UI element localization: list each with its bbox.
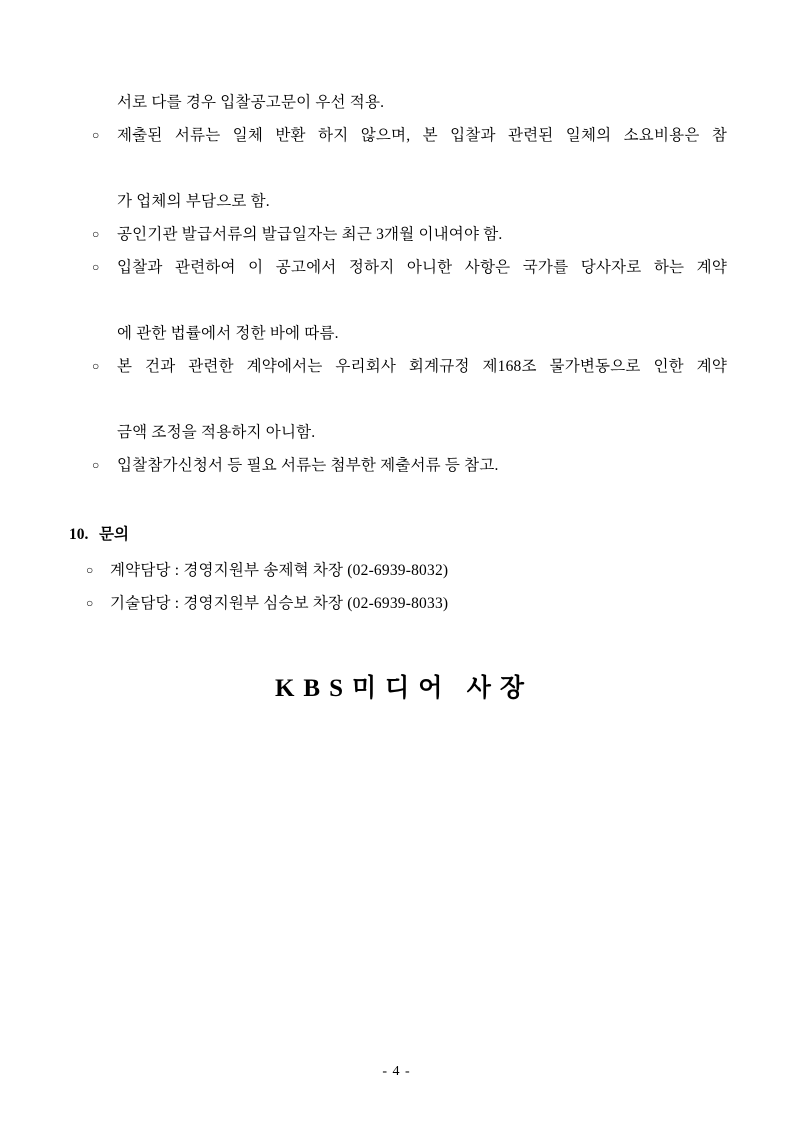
contact-text: 계약담당 : 경영지원부 송제혁 차장 (02-6939-8032) bbox=[110, 562, 449, 579]
continued-paragraph: 서로 다를 경우 입찰공고문이 우선 적용. bbox=[117, 94, 385, 111]
bullet-icon: ○ bbox=[92, 128, 100, 142]
bullet-icon: ○ bbox=[92, 260, 100, 274]
bullet-icon: ○ bbox=[92, 227, 100, 241]
bullet-icon: ○ bbox=[86, 596, 94, 610]
page-number: - 4 - bbox=[382, 1064, 411, 1079]
list-item bbox=[72, 119, 727, 218]
section-number: 10. bbox=[69, 526, 89, 543]
list-item bbox=[72, 449, 727, 482]
signature-line: KBS미디어 사장 bbox=[274, 675, 534, 702]
list-item-line: 금액 조정을 적용하지 아니함. bbox=[117, 424, 316, 441]
contact-text: 기술담당 : 경영지원부 심승보 차장 (02-6939-8033) bbox=[110, 595, 449, 612]
bullet-icon: ○ bbox=[92, 458, 100, 472]
bullet-icon: ○ bbox=[86, 563, 94, 577]
list-item bbox=[72, 251, 727, 350]
list-item-line: 가 업체의 부담으로 함. bbox=[117, 193, 270, 210]
list-item-line: 에 관한 법률에서 정한 바에 따름. bbox=[117, 325, 339, 342]
list-item-line: 제출된 서류는 일체 반환 하지 않으며, 본 입찰과 관련된 일체의 소요비용은 참 bbox=[117, 127, 727, 144]
list-item-line: 입찰참가신청서 등 필요 서류는 첨부한 제출서류 등 참고. bbox=[117, 457, 499, 474]
list-item bbox=[72, 218, 727, 251]
document-body bbox=[69, 86, 727, 704]
list-item-line: 입찰과 관련하여 이 공고에서 정하지 아니한 사항은 국가를 당사자로 하는 계약 bbox=[117, 259, 727, 276]
list-item bbox=[72, 554, 727, 587]
list-item-line: 공인기관 발급서류의 발급일자는 최근 3개월 이내여야 함. bbox=[117, 226, 503, 243]
bullet-icon: ○ bbox=[92, 359, 100, 373]
section-heading bbox=[69, 520, 727, 550]
section-inquiry bbox=[69, 520, 727, 620]
list-item-line: 본 건과 관련한 계약에서는 우리회사 회계규정 제168조 물가변동으로 인한 계약 bbox=[117, 358, 727, 375]
notice-bullet-list bbox=[72, 119, 727, 482]
contact-list bbox=[72, 554, 727, 620]
list-item bbox=[72, 350, 727, 449]
list-item bbox=[72, 587, 727, 620]
section-title: 문의 bbox=[99, 526, 129, 543]
